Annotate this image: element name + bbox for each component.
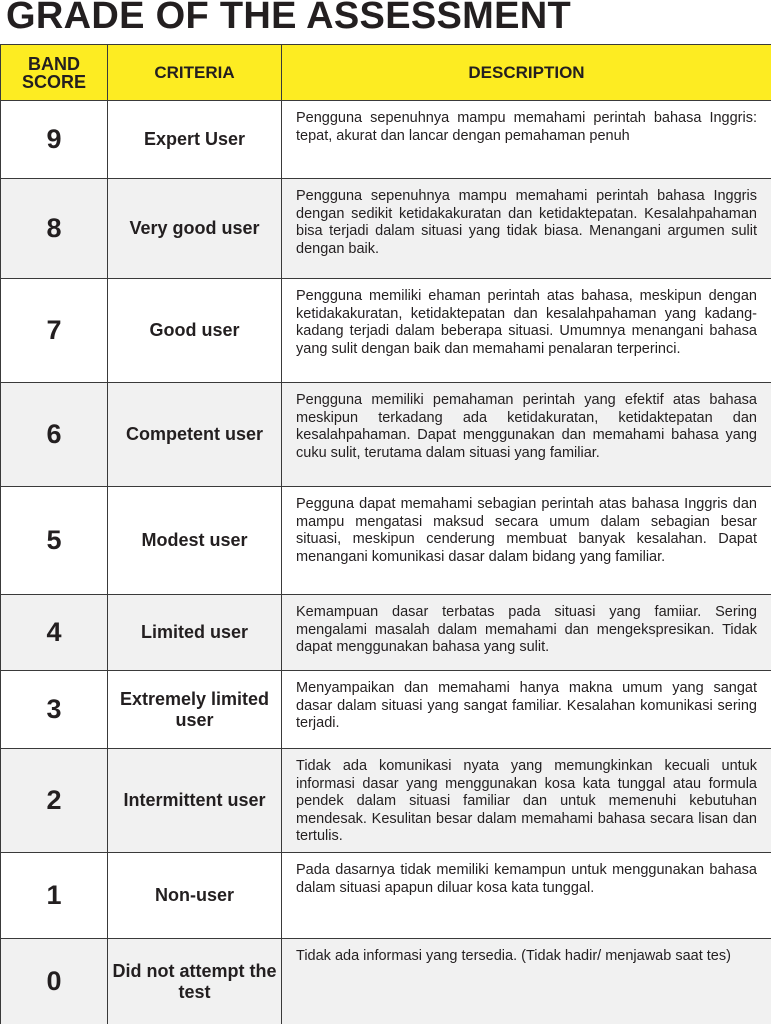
band-score: 8 bbox=[1, 179, 108, 279]
band-score: 4 bbox=[1, 595, 108, 671]
table-row bbox=[1, 671, 771, 749]
band-score-header bbox=[1, 45, 108, 101]
criteria-label: Very good user bbox=[108, 179, 282, 279]
criteria-label: Expert User bbox=[108, 101, 282, 179]
grade-table bbox=[0, 44, 771, 1024]
description-header: DESCRIPTION bbox=[282, 45, 771, 101]
description-text: Tidak ada informasi yang tersedia. (Tidak hadir/ menjawab saat tes) bbox=[282, 939, 771, 1024]
band-score: 7 bbox=[1, 279, 108, 383]
table-row bbox=[1, 179, 771, 279]
table-row bbox=[1, 595, 771, 671]
band-score: 6 bbox=[1, 383, 108, 487]
band-score: 5 bbox=[1, 487, 108, 595]
band-score-header-line2: SCORE bbox=[21, 71, 86, 92]
band-score: 3 bbox=[1, 671, 108, 749]
criteria-label: Non-user bbox=[108, 853, 282, 939]
criteria-label: Intermittent user bbox=[108, 749, 282, 853]
band-score: 2 bbox=[1, 749, 108, 853]
criteria-label: Limited user bbox=[108, 595, 282, 671]
table-row bbox=[1, 487, 771, 595]
table-row bbox=[1, 279, 771, 383]
description-text: Menyampaikan dan memahami hanya makna umum yang sangat dasar dalam situasi yang sangat familiar. Kesalahan komunikasi sering terjadi. bbox=[282, 671, 771, 749]
description-text: Tidak ada komunikasi nyata yang memungkinkan kecuali untuk informasi dasar yang menggunakan kosa kata tunggal atau formula pendek dalam situasi familiar dan untuk memenuhi kebutuhan mendesak. Kesulitan besar dalam memahami bahasa secara lisan dan tertulis. bbox=[282, 749, 771, 853]
page-title: GRADE OF THE ASSESSMENT bbox=[6, 0, 571, 37]
criteria-label: Competent user bbox=[108, 383, 282, 487]
criteria-label: Did not attempt the test bbox=[108, 939, 282, 1024]
criteria-label: Extremely limited user bbox=[108, 671, 282, 749]
description-text: Pengguna memiliki ehaman perintah atas bahasa, meskipun dengan ketidakakuratan, ketidaktepatan dan kesalahpahaman yang kadang-kadang terjadi dalam beberapa situasi. Umumnya menangani bahasa yang sulit dengan baik dan memahami penalaran terperinci. bbox=[282, 279, 771, 383]
description-text: Pengguna sepenuhnya mampu memahami perintah bahasa Inggris: tepat, akurat dan lancar dengan pemahaman penuh bbox=[282, 101, 771, 179]
table-row bbox=[1, 939, 771, 1024]
criteria-header: CRITERIA bbox=[108, 45, 282, 101]
criteria-label: Modest user bbox=[108, 487, 282, 595]
band-score: 9 bbox=[1, 101, 108, 179]
table-row bbox=[1, 749, 771, 853]
description-text: Pengguna memiliki pemahaman perintah yang efektif atas bahasa meskipun terkadang ada ketidakuratan, ketidaktepatan dan kesalahpahaman. Dapat menggunakan dan memahami bahasa yang cuku sulit, terutama dalam situasi yang familiar. bbox=[282, 383, 771, 487]
band-score: 0 bbox=[1, 939, 108, 1024]
description-text: Pegguna dapat memahami sebagian perintah atas bahasa Inggris dan mampu mengatasi maksud secara umum dalam sebagian besar situasi, meskipun cenderung membuat banyak kesalahan. Dapat menangani komunikasi dasar dalam bidang yang familiar. bbox=[282, 487, 771, 595]
band-score-header-line1: BAND bbox=[28, 53, 80, 74]
description-text: Pada dasarnya tidak memiliki kemampun untuk menggunakan bahasa dalam situasi apapun diluar kosa kata tunggal. bbox=[282, 853, 771, 939]
description-text: Kemampuan dasar terbatas pada situasi yang famiiar. Sering mengalami masalah dalam memahami dan mengekspresikan. Tidak dapat menggunakan bahasa yang sulit. bbox=[282, 595, 771, 671]
table-row bbox=[1, 853, 771, 939]
band-score: 1 bbox=[1, 853, 108, 939]
table-header-row bbox=[1, 45, 771, 101]
table-row bbox=[1, 383, 771, 487]
table-row bbox=[1, 101, 771, 179]
description-text: Pengguna sepenuhnya mampu memahami perintah bahasa Inggris dengan sedikit ketidakakuratan dan ketidaktepatan. Kesalahpahaman bisa terjadi dalam situasi yang tidak biasa. Menangani argumen sulit dengan baik. bbox=[282, 179, 771, 279]
criteria-label: Good user bbox=[108, 279, 282, 383]
